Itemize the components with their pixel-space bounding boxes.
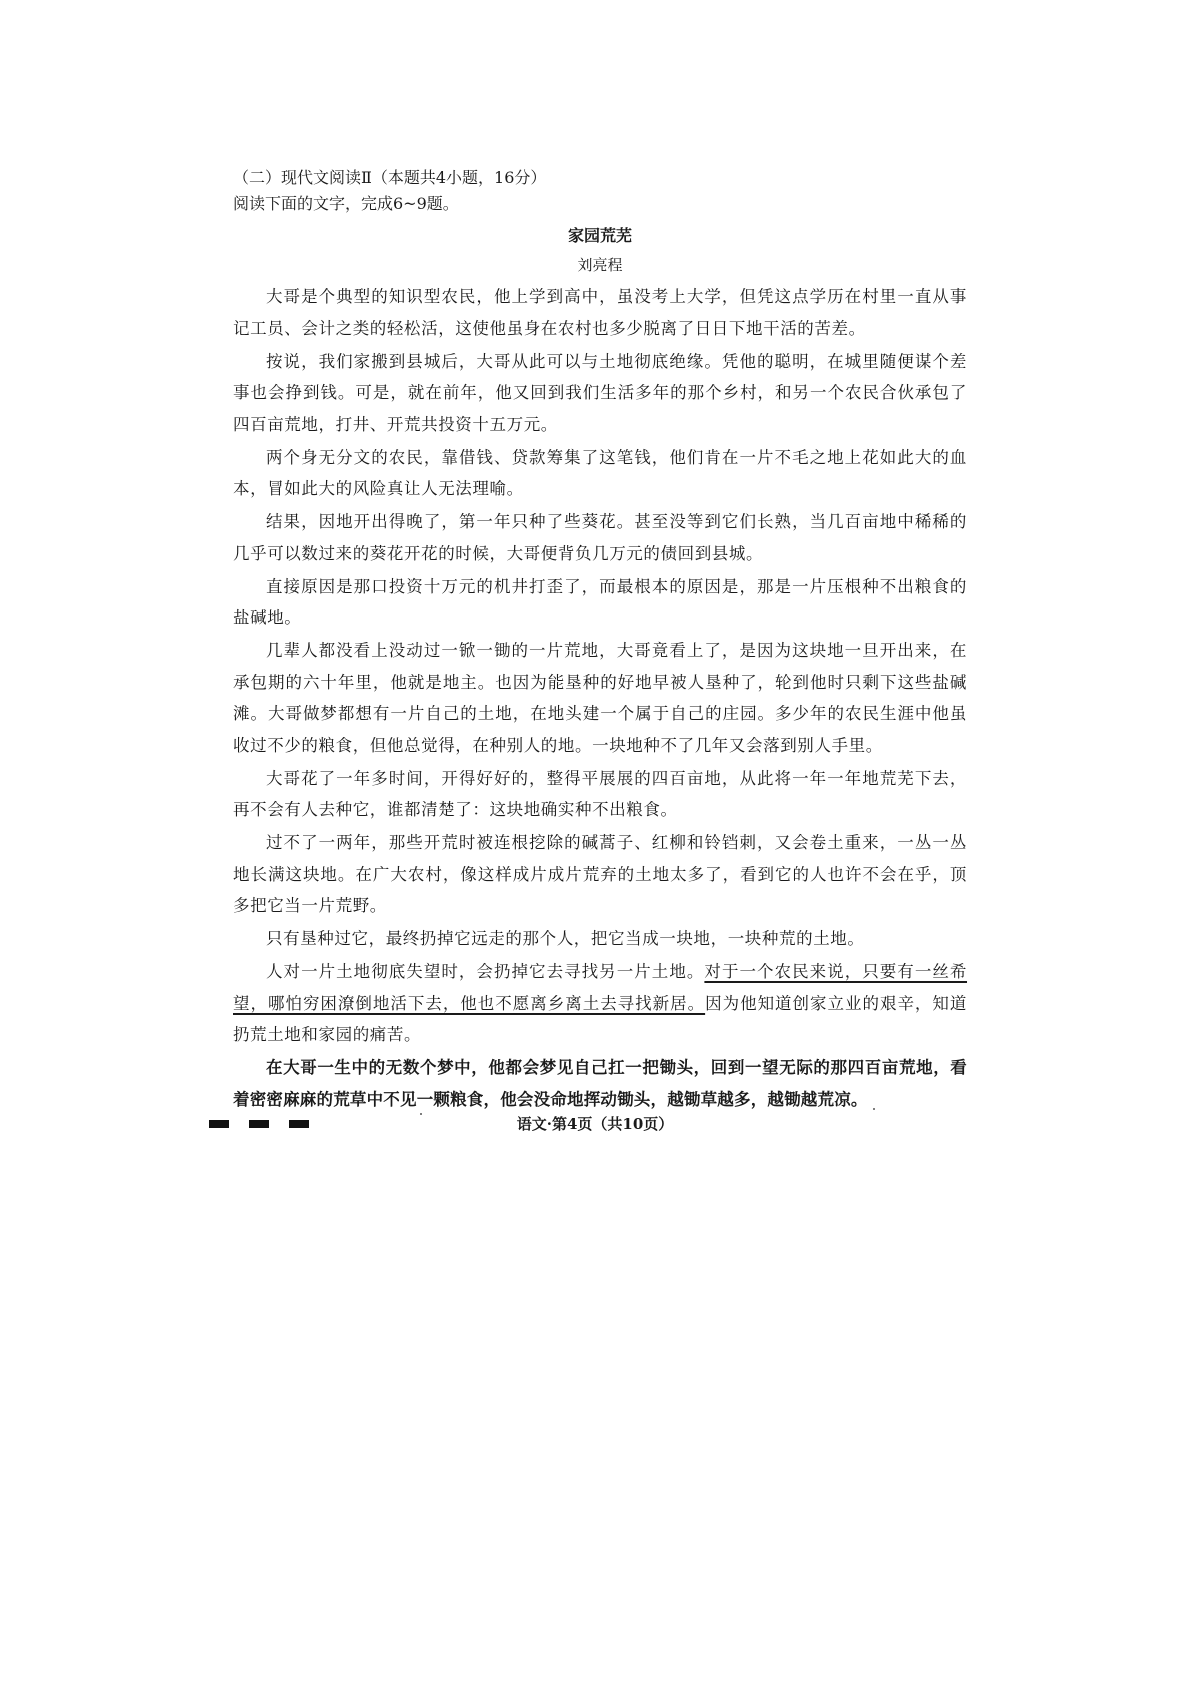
page-number-label: 语文·第4页（共10页）	[516, 1115, 674, 1133]
scan-speck	[873, 1108, 875, 1110]
instruction-text: 阅读下面的文字，完成6~9题。	[233, 194, 459, 213]
paragraph-10-after: 因为他知道创家立业的艰辛，知道扔荒土地和家园的痛苦。	[233, 993, 968, 1044]
paragraph-2: 按说，我们家搬到县城后，大哥从此可以与土地彻底绝缘。凭他的聪明，在城里随便谋个差事也会挣到钱。可是，就在前年，他又回到我们生活多年的那个乡村，和另一个农民合伙承包了四百亩荒地，打井、开荒共投资十五万元。	[233, 351, 967, 434]
paragraph-8: 过不了一两年，那些开荒时被连根挖除的碱蒿子、红柳和铃铛刺，又会卷土重来，一丛一丛地长满这块地。在广大农村，像这样成片成片荒弃的土地太多了，看到它的人也许不会在乎，顶多把它当一片荒野。	[233, 833, 967, 915]
scan-speck	[420, 1113, 422, 1115]
paragraph-9: 只有垦种过它，最终扔掉它远走的那个人，把它当成一块地，一块种荒的土地。	[266, 929, 865, 948]
article-title: 家园荒芜	[567, 226, 632, 245]
paragraph-10	[233, 956, 967, 1051]
article-author: 刘亮程	[577, 256, 623, 274]
page-footer	[0, 1112, 1190, 1136]
paragraph-10-before: 人对一片土地彻底失望时，会扔掉它去寻找另一片土地。	[266, 962, 705, 981]
paragraph-5: 直接原因是那口投资十万元的机井打歪了，而最根本的原因是，那是一片压根种不出粮食的盐碱地。	[233, 576, 967, 627]
reading-section	[233, 165, 967, 1117]
paragraph-7: 大哥花了一年多时间，开得好好的，整得平展展的四百亩地，从此将一年一年地荒芜下去，再不会有人去种它，谁都清楚了：这块地确实种不出粮食。	[233, 768, 967, 819]
paragraph-1: 大哥是个典型的知识型农民，他上学到高中，虽没考上大学，但凭这点学历在村里一直从事记工员、会计之类的轻松活，这使他虽身在农村也多少脱离了日日下地干活的苦差。	[233, 287, 967, 338]
paragraph-3: 两个身无分文的农民，靠借钱、贷款筹集了这笔钱，他们肯在一片不毛之地上花如此大的血本，冒如此大的风险真让人无法理喻。	[233, 447, 967, 498]
paragraph-6: 几辈人都没看上没动过一锨一锄的一片荒地，大哥竟看上了，是因为这块地一旦开出来，在承包期的六十年里，他就是地主。也因为能垦种的好地早被人垦种了，轮到他时只剩下这些盐碱滩。大哥做梦都想有一片自己的土地，在地头建一个属于自己的庄园。多少年的农民生涯中他虽收过不少的粮食，但他总觉得，在种别人的地。一块地种不了几年又会落到别人手里。	[233, 641, 967, 755]
section-heading: （二）现代文阅读Ⅱ（本题共4小题，16分）	[233, 168, 547, 187]
paragraph-4: 结果，因地开出得晚了，第一年只种了些葵花。甚至没等到它们长熟，当几百亩地中稀稀的几乎可以数过来的葵花开花的时候，大哥便背负几万元的债回到县城。	[233, 512, 967, 563]
underlined-sentence: 对于一个农民来说，只要有一丝希望，哪怕穷困潦倒地活下去，他也不愿离乡离土去寻找新居。	[233, 962, 968, 1013]
final-paragraph: 在大哥一生中的无数个梦中，他都会梦见自己扛一把锄头，回到一望无际的那四百亩荒地，看着密密麻麻的荒草中不见一颗粮食，他会没命地挥动锄头，越锄草越多，越锄越荒凉。	[233, 1058, 967, 1109]
